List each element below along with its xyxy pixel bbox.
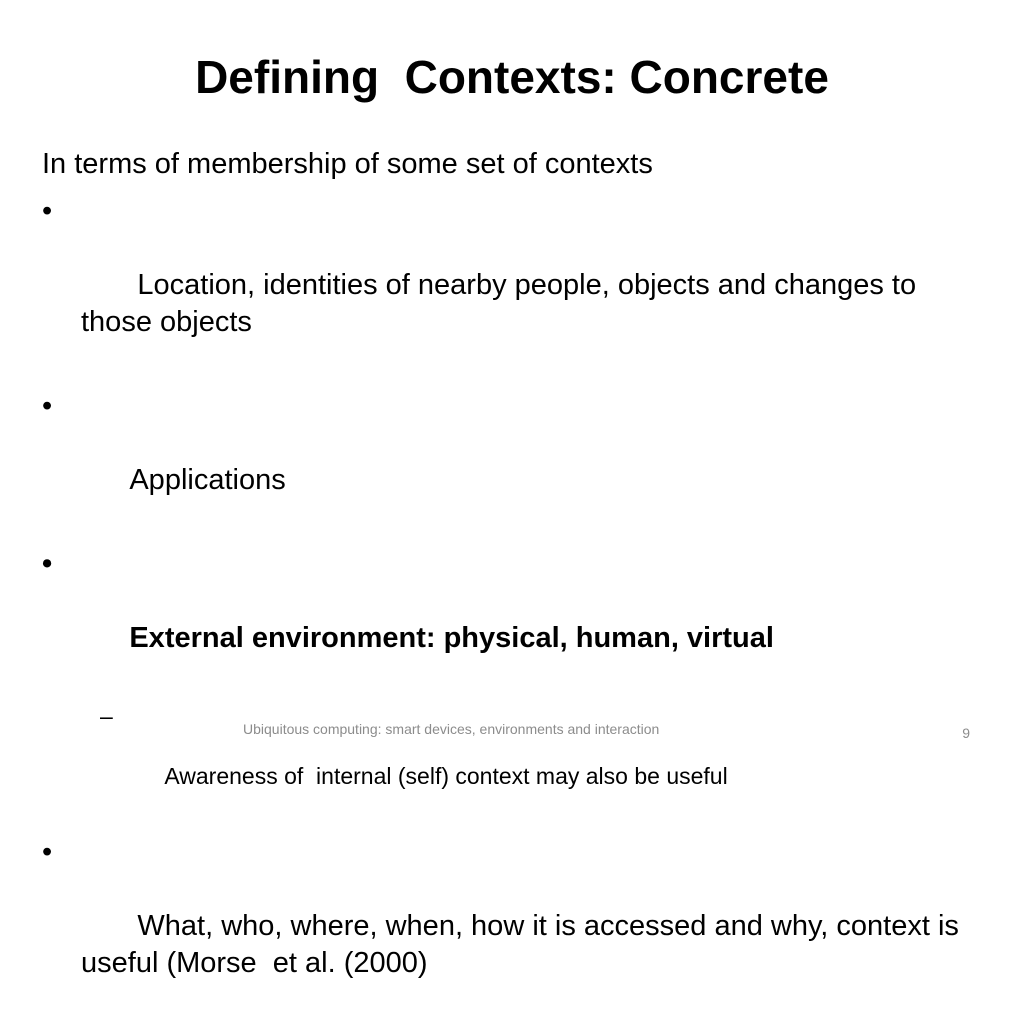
bullet-marker: • — [42, 548, 53, 580]
bullet-item-applications — [42, 388, 992, 536]
bullet-text: External environment: physical, human, virtual — [129, 622, 774, 654]
intro-text: In terms of membership of some set of contexts — [42, 148, 653, 180]
bullet-marker: • — [42, 195, 53, 227]
bullet-item-what-who-where — [42, 834, 992, 1019]
bullet-text: Location, identities of nearby people, objects and changes to those objects — [81, 269, 925, 338]
subbullet-text: Awareness of internal (self) context may also be useful — [164, 763, 728, 789]
bullet-marker: • — [42, 390, 53, 422]
bullet-item-external-environment — [42, 546, 992, 694]
slide-title: Defining Contexts: Concrete — [195, 51, 829, 103]
bullet-text: Applications — [129, 464, 286, 496]
bullet-item-location — [42, 193, 992, 378]
bullet-text: What, who, where, when, how it is accessed and why, context is useful (Morse et al. (2000) — [81, 910, 967, 979]
slide-content — [42, 146, 992, 1029]
bullet-marker: • — [42, 836, 53, 868]
subbullet-item-awareness — [42, 701, 992, 821]
footer-text: Ubiquitous computing: smart devices, environments and interaction — [243, 721, 660, 737]
page-number: 9 — [962, 725, 970, 741]
subbullet-marker: – — [100, 703, 113, 729]
